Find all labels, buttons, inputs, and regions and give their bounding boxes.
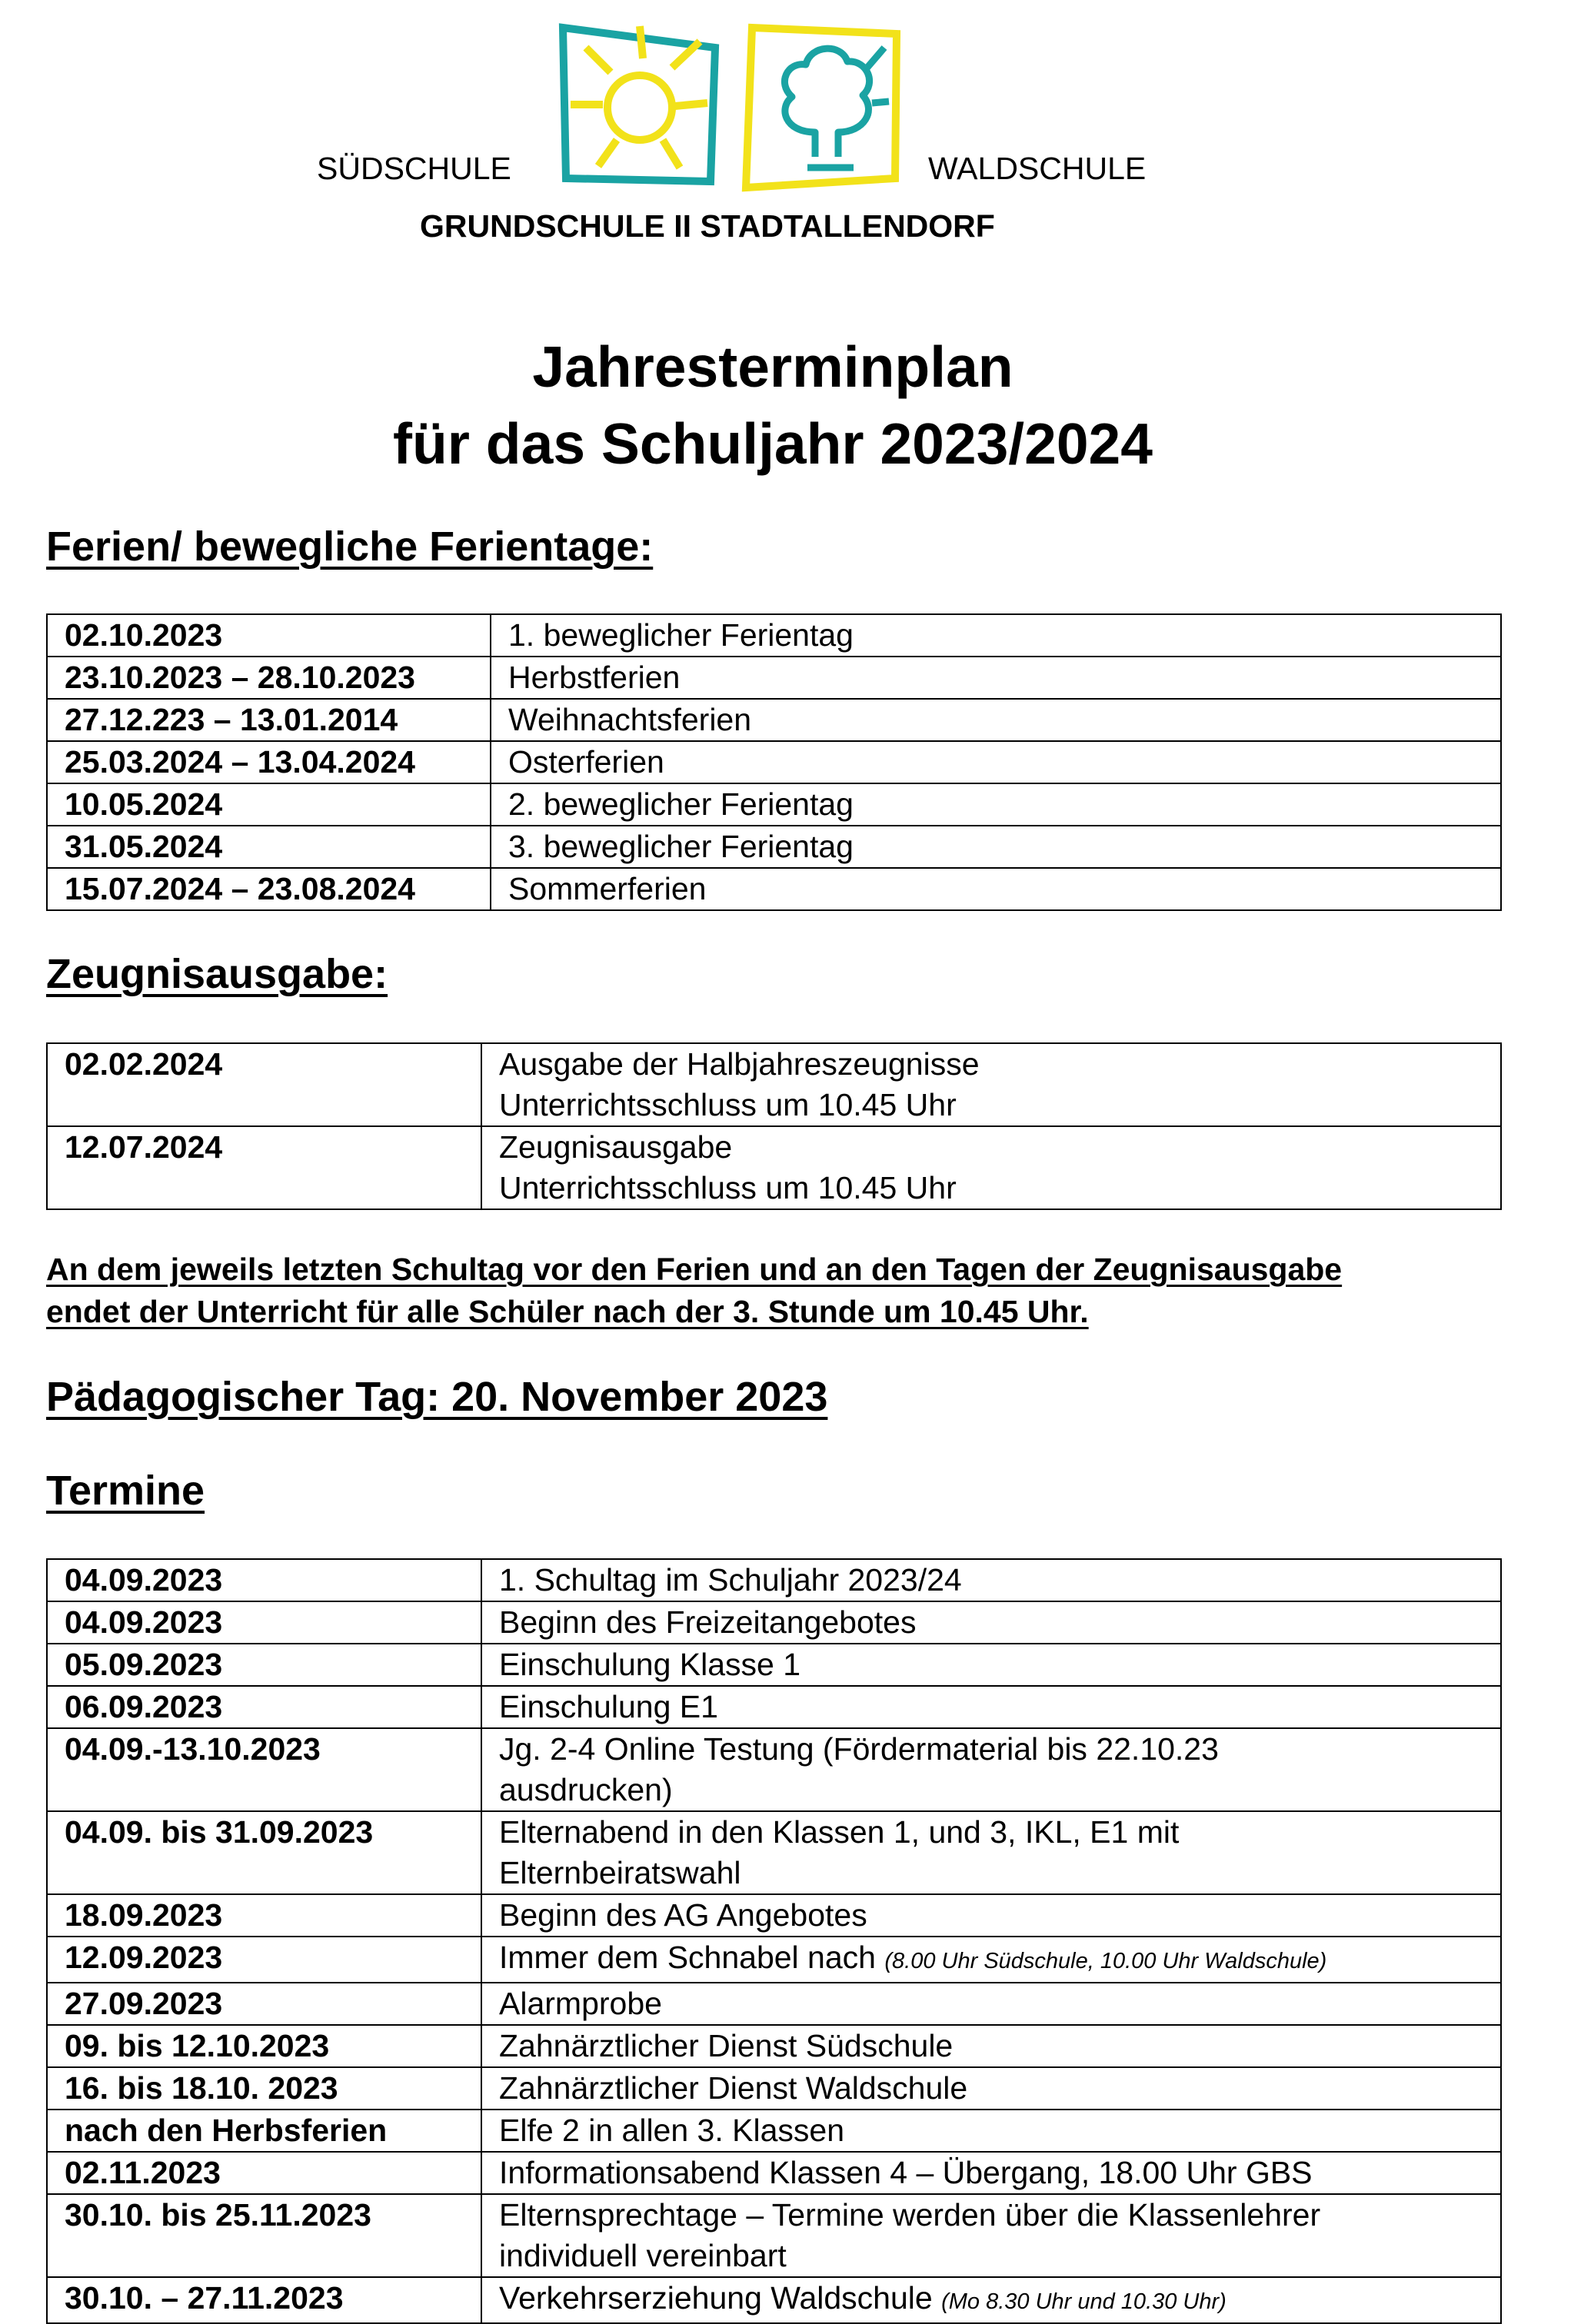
date-cell: 18.09.2023 bbox=[47, 1894, 481, 1937]
table-row bbox=[47, 1894, 1501, 1937]
table-row bbox=[47, 2277, 1501, 2323]
date-cell: 04.09.-13.10.2023 bbox=[47, 1728, 481, 1811]
termine-table bbox=[46, 1558, 1502, 2324]
date-cell: 12.09.2023 bbox=[47, 1937, 481, 1983]
date-cell: 05.09.2023 bbox=[47, 1644, 481, 1686]
event-cell: 1. Schultag im Schuljahr 2023/24 bbox=[481, 1559, 1501, 1601]
table-row bbox=[47, 1559, 1501, 1601]
school-logo bbox=[554, 17, 907, 192]
table-row bbox=[47, 1811, 1501, 1894]
date-cell: 15.07.2024 – 23.08.2024 bbox=[47, 868, 491, 910]
zeugnis-table bbox=[46, 1042, 1502, 1210]
event-line: Unterrichtsschluss um 10.45 Uhr bbox=[499, 1170, 957, 1205]
date-cell: 30.10. bis 25.11.2023 bbox=[47, 2194, 481, 2277]
table-row bbox=[47, 1644, 1501, 1686]
page-title-line1: Jahresterminplan bbox=[532, 334, 1014, 399]
event-cell: Einschulung Klasse 1 bbox=[481, 1644, 1501, 1686]
page-title-line2: für das Schuljahr 2023/2024 bbox=[392, 411, 1153, 476]
event-cell bbox=[481, 1728, 1501, 1811]
event-cell: Weihnachtsferien bbox=[491, 699, 1501, 741]
table-row bbox=[47, 657, 1501, 699]
date-cell: 25.03.2024 – 13.04.2024 bbox=[47, 741, 491, 783]
table-row bbox=[47, 614, 1501, 657]
event-cell: Zahnärztlicher Dienst Südschule bbox=[481, 2025, 1501, 2067]
date-cell: 04.09. bis 31.09.2023 bbox=[47, 1811, 481, 1894]
date-cell: 04.09.2023 bbox=[47, 1559, 481, 1601]
event-line: Jg. 2-4 Online Testung (Fördermaterial bis 22.10.23 bbox=[499, 1731, 1219, 1767]
date-cell: 10.05.2024 bbox=[47, 783, 491, 826]
event-cell: Beginn des Freizeitangebotes bbox=[481, 1601, 1501, 1644]
event-line: Ausgabe der Halbjahreszeugnisse bbox=[499, 1046, 980, 1082]
date-cell: 27.09.2023 bbox=[47, 1983, 481, 2025]
remark-line: An dem jeweils letzten Schultag vor den Ferien und an den Tagen der Zeugnisausgabe bbox=[46, 1252, 1343, 1287]
event-cell bbox=[481, 1126, 1501, 1209]
table-row bbox=[47, 2067, 1501, 2110]
event-cell: Informationsabend Klassen 4 – Übergang, 18.00 Uhr GBS bbox=[481, 2152, 1501, 2194]
section-heading-paedagogischer-tag: Pädagogischer Tag: 20. November 2023 bbox=[46, 1374, 828, 1420]
table-row bbox=[47, 2025, 1501, 2067]
event-line: Elternbeiratswahl bbox=[499, 1855, 741, 1890]
date-cell: 23.10.2023 – 28.10.2023 bbox=[47, 657, 491, 699]
event-line: ausdrucken) bbox=[499, 1772, 673, 1807]
event-cell bbox=[481, 2194, 1501, 2277]
event-cell: Osterferien bbox=[491, 741, 1501, 783]
event-cell: Einschulung E1 bbox=[481, 1686, 1501, 1728]
event-line: Unterrichtsschluss um 10.45 Uhr bbox=[499, 1087, 957, 1122]
school-name: GRUNDSCHULE II STADTALLENDORF bbox=[420, 208, 995, 244]
event-cell: Alarmprobe bbox=[481, 1983, 1501, 2025]
school-left-label: SÜDSCHULE bbox=[317, 151, 511, 186]
event-line: Elternabend in den Klassen 1, und 3, IKL, E1 mit bbox=[499, 1814, 1180, 1850]
table-row bbox=[47, 1686, 1501, 1728]
schedule-remark bbox=[46, 1248, 1507, 1333]
date-cell: 31.05.2024 bbox=[47, 826, 491, 868]
event-cell bbox=[481, 2277, 1501, 2323]
section-heading-termine: Termine bbox=[46, 1468, 205, 1514]
event-cell: 1. beweglicher Ferientag bbox=[491, 614, 1501, 657]
ferien-table bbox=[46, 613, 1502, 911]
section-heading-ferien: Ferien/ bewegliche Ferientage: bbox=[46, 524, 654, 570]
event-line: Zeugnisausgabe bbox=[499, 1129, 733, 1165]
school-logo-graphic bbox=[554, 17, 907, 192]
school-right-label: WALDSCHULE bbox=[928, 151, 1147, 186]
event-cell: Elfe 2 in allen 3. Klassen bbox=[481, 2110, 1501, 2152]
event-cell: Herbstferien bbox=[491, 657, 1501, 699]
table-row bbox=[47, 1043, 1501, 1126]
event-line: Elternsprechtage – Termine werden über die Klassenlehrer bbox=[499, 2197, 1321, 2233]
table-row bbox=[47, 741, 1501, 783]
event-text: Immer dem Schnabel nach bbox=[499, 1940, 876, 1975]
date-cell: 09. bis 12.10.2023 bbox=[47, 2025, 481, 2067]
remark-line: endet der Unterricht für alle Schüler nach der 3. Stunde um 10.45 Uhr. bbox=[46, 1294, 1089, 1329]
event-text: Verkehrserziehung Waldschule bbox=[499, 2280, 933, 2316]
table-row bbox=[47, 1601, 1501, 1644]
date-cell: 30.10. – 27.11.2023 bbox=[47, 2277, 481, 2323]
table-row bbox=[47, 699, 1501, 741]
date-cell: 06.09.2023 bbox=[47, 1686, 481, 1728]
date-cell: nach den Herbsferien bbox=[47, 2110, 481, 2152]
event-cell: Zahnärztlicher Dienst Waldschule bbox=[481, 2067, 1501, 2110]
table-row bbox=[47, 1126, 1501, 1209]
event-cell: Beginn des AG Angebotes bbox=[481, 1894, 1501, 1937]
table-row bbox=[47, 2110, 1501, 2152]
date-cell: 02.11.2023 bbox=[47, 2152, 481, 2194]
date-cell: 02.10.2023 bbox=[47, 614, 491, 657]
event-note: (8.00 Uhr Südschule, 10.00 Uhr Waldschule) bbox=[884, 1949, 1327, 1973]
section-heading-zeugnis: Zeugnisausgabe: bbox=[46, 951, 388, 997]
event-cell: Sommerferien bbox=[491, 868, 1501, 910]
event-cell bbox=[481, 1811, 1501, 1894]
table-row bbox=[47, 868, 1501, 910]
event-note: (Mo 8.30 Uhr und 10.30 Uhr) bbox=[941, 2289, 1227, 2314]
table-row bbox=[47, 826, 1501, 868]
event-cell bbox=[481, 1937, 1501, 1983]
table-row bbox=[47, 1983, 1501, 2025]
event-cell: 3. beweglicher Ferientag bbox=[491, 826, 1501, 868]
date-cell: 02.02.2024 bbox=[47, 1043, 481, 1126]
event-cell bbox=[481, 1043, 1501, 1126]
table-row bbox=[47, 783, 1501, 826]
date-cell: 16. bis 18.10. 2023 bbox=[47, 2067, 481, 2110]
table-row bbox=[47, 2152, 1501, 2194]
date-cell: 27.12.223 – 13.01.2014 bbox=[47, 699, 491, 741]
table-row bbox=[47, 2194, 1501, 2277]
event-cell: 2. beweglicher Ferientag bbox=[491, 783, 1501, 826]
table-row bbox=[47, 1937, 1501, 1983]
table-row bbox=[47, 1728, 1501, 1811]
date-cell: 12.07.2024 bbox=[47, 1126, 481, 1209]
date-cell: 04.09.2023 bbox=[47, 1601, 481, 1644]
event-line: individuell vereinbart bbox=[499, 2238, 787, 2273]
